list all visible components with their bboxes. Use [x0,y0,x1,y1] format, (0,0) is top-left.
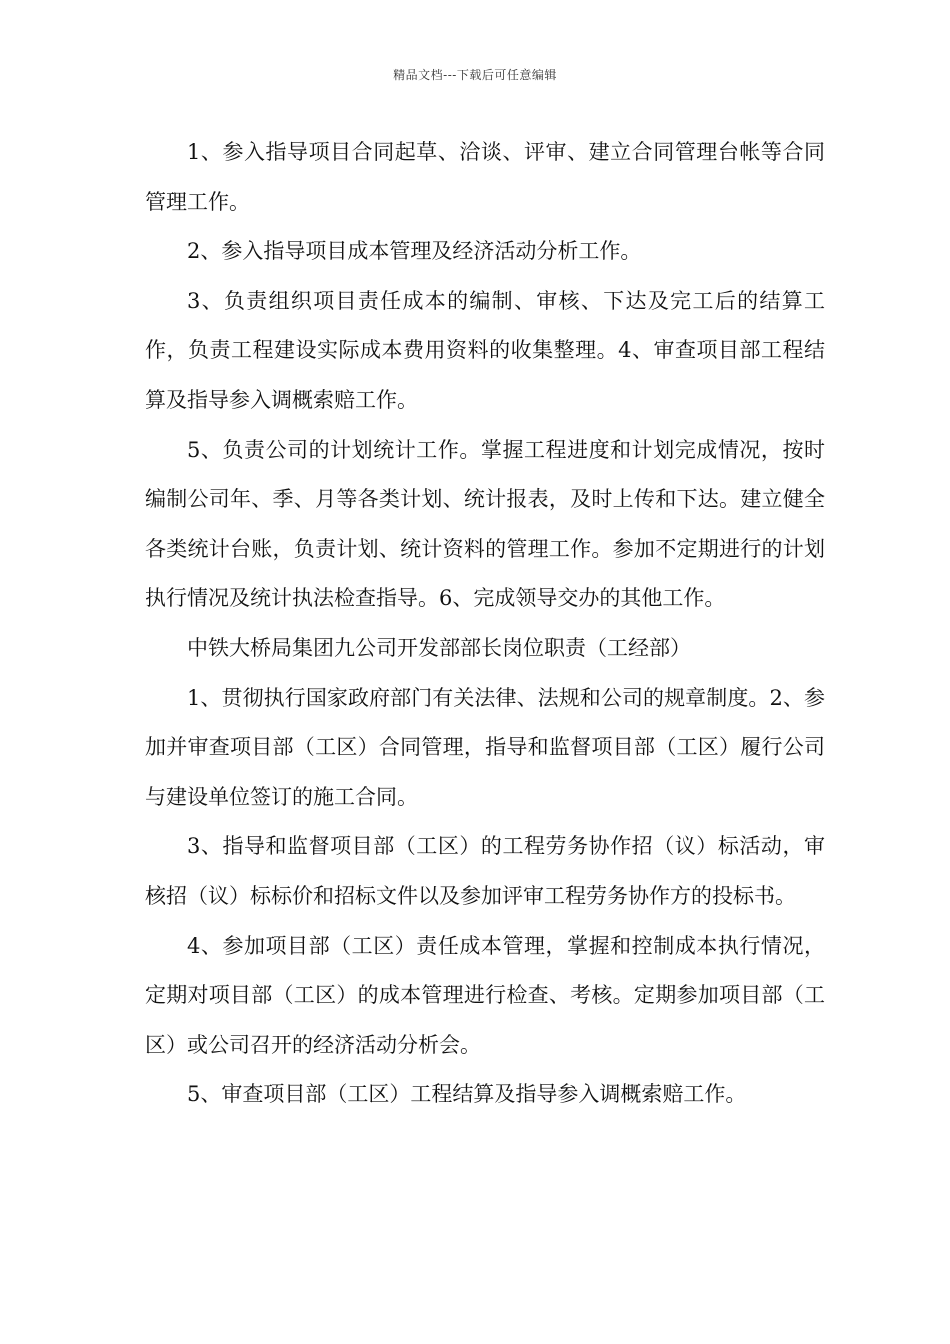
page-header: 精品文档---下载后可任意编辑 [393,68,557,82]
paragraph-1: 1、参入指导项目合同起草、洽谈、评审、建立合同管理台帐等合同管理工作。 [145,140,825,214]
document-body [145,128,825,1120]
section-title: 中铁大桥局集团九公司开发部部长岗位职责（工经部） [187,635,691,660]
paragraph-6: 3、指导和监督项目部（工区）的工程劳务协作招（议）标活动，审核招（议）标标价和招标文件以及参加评审工程劳务协作方的投标书。 [145,834,825,908]
paragraph-3: 3、负责组织项目责任成本的编制、审核、下达及完工后的结算工作，负责工程建设实际成本费用资料的收集整理。4、审查项目部工程结算及指导参入调概索赔工作。 [145,288,825,412]
paragraph-4: 5、负责公司的计划统计工作。掌握工程进度和计划完成情况，按时编制公司年、季、月等各类计划、统计报表，及时上传和下达。建立健全各类统计台账，负责计划、统计资料的管理工作。参加不定期进行的计划执行情况及统计执法检查指导。6、完成领导交办的其他工作。 [145,437,825,611]
paragraph-2: 2、参入指导项目成本管理及经济活动分析工作。 [187,239,642,264]
paragraph-5: 1、贯彻执行国家政府部门有关法律、法规和公司的规章制度。2、参加并审查项目部（工区）合同管理，指导和监督项目部（工区）履行公司与建设单位签订的施工合同。 [145,685,825,809]
paragraph-7: 4、参加项目部（工区）责任成本管理，掌握和控制成本执行情况，定期对项目部（工区）的成本管理进行检查、考核。定期参加项目部（工区）或公司召开的经济活动分析会。 [145,933,825,1057]
paragraph-8: 5、审查项目部（工区）工程结算及指导参入调概索赔工作。 [187,1082,747,1107]
